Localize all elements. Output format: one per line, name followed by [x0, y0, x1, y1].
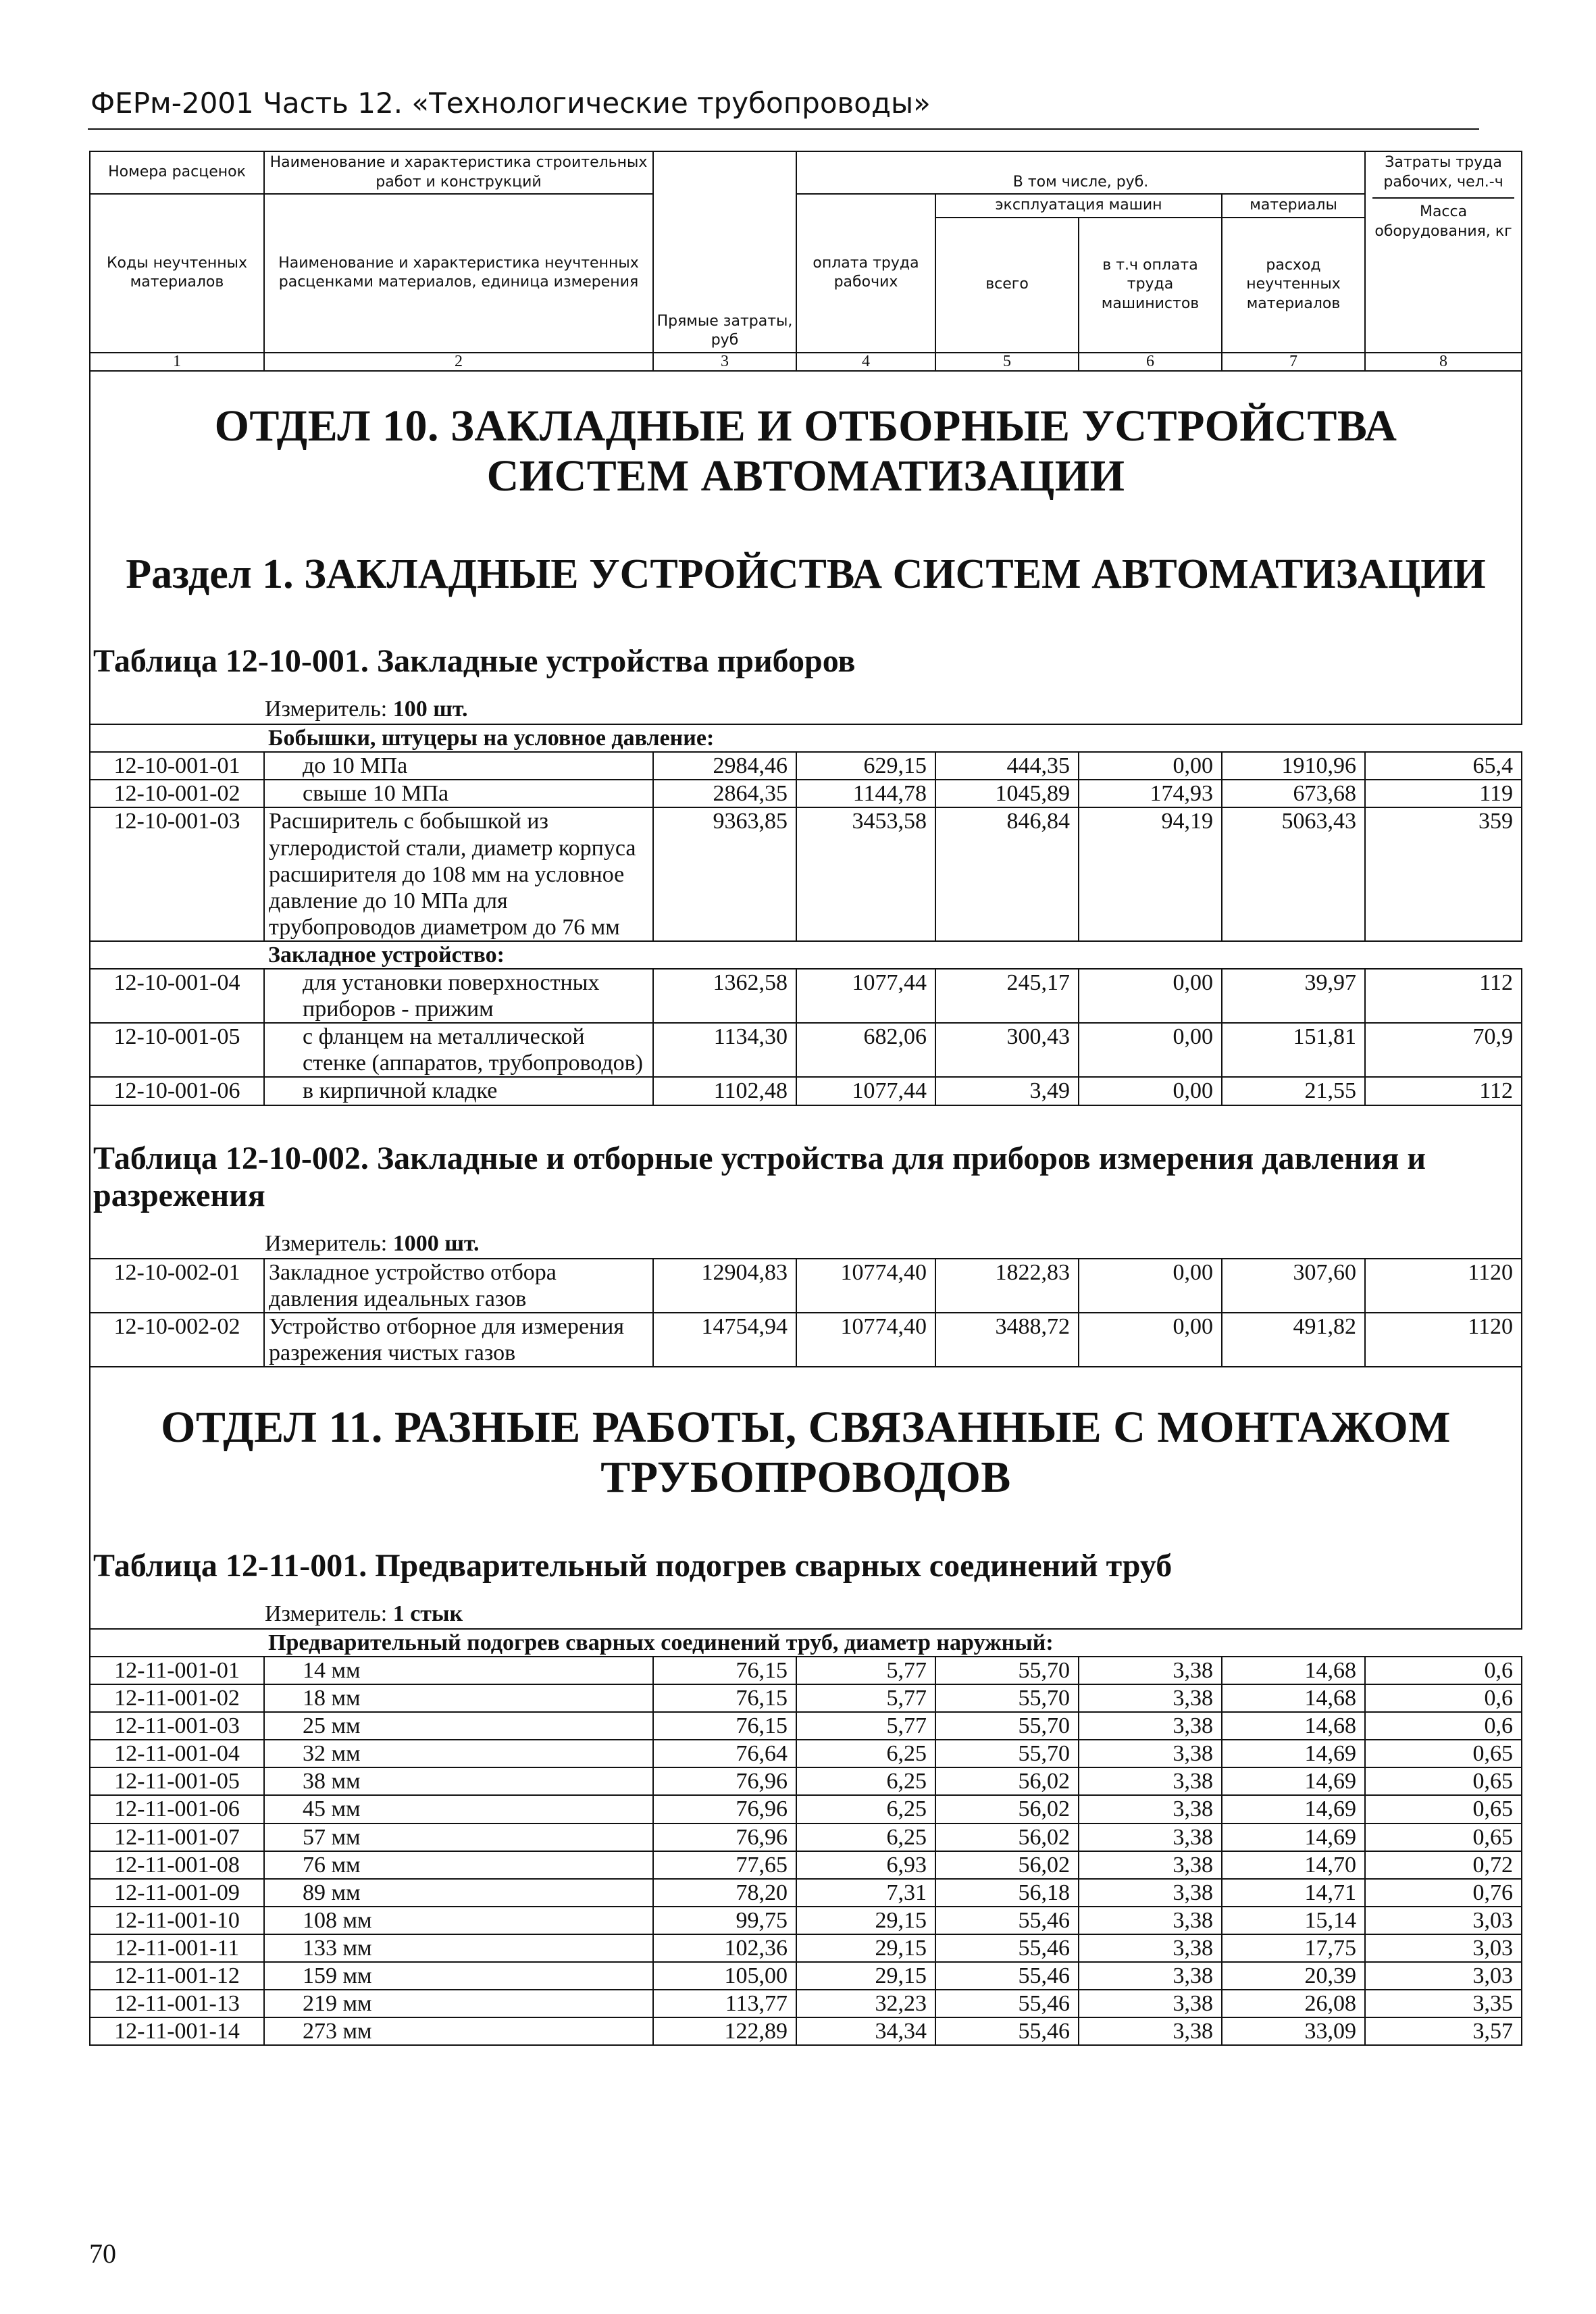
table-title: [90, 1517, 1522, 1592]
izmeritel-label: Измеритель:: [265, 1601, 388, 1627]
row-hours: 112: [1365, 1077, 1522, 1105]
header-zatraty-truda-text: Затраты труда рабочих, чел.-ч: [1372, 153, 1514, 199]
subhead: Бобышки, штуцеры на условное давление:: [264, 724, 1522, 752]
table-row: [90, 1934, 1522, 1962]
table-row: [90, 1077, 1522, 1105]
row-name: свыше 10 МПа: [264, 780, 653, 807]
row-labor: 6,25: [796, 1740, 935, 1767]
row-hours: 70,9: [1365, 1023, 1522, 1077]
row-hours: 119: [1365, 780, 1522, 807]
row-machines: 444,35: [935, 752, 1079, 780]
izmeritel: [90, 688, 1522, 724]
row-machinists: 3,38: [1079, 1767, 1222, 1795]
row-direct: 2984,46: [653, 752, 796, 780]
row-machinists: 0,00: [1079, 752, 1222, 780]
table-row: [90, 1023, 1522, 1077]
header-ekspluataciya-mashin: эксплуатация машин: [935, 194, 1222, 218]
row-hours: 0,65: [1365, 1823, 1522, 1851]
row-name: 32 мм: [264, 1740, 653, 1767]
col-number: 2: [264, 353, 653, 371]
table-row: [90, 1712, 1522, 1740]
header-oplata-truda-rabochih: оплата труда рабочих: [796, 194, 935, 353]
row-labor: 29,15: [796, 1934, 935, 1962]
row-machines: 55,46: [935, 2017, 1079, 2045]
row-name: 273 мм: [264, 2017, 653, 2045]
row-machines: 55,70: [935, 1740, 1079, 1767]
row-direct: 78,20: [653, 1879, 796, 1907]
page-header: ФЕРм-2001 Часть 12. «Технологические трубопроводы»: [91, 86, 931, 120]
table-row: [90, 752, 1522, 780]
row-code: 12-10-002-02: [90, 1313, 264, 1367]
row-code: 12-11-001-02: [90, 1684, 264, 1712]
table-row: [90, 969, 1522, 1023]
row-code: 12-11-001-04: [90, 1740, 264, 1767]
row-materials: 15,14: [1222, 1907, 1365, 1934]
section-otdel-11: ОТДЕЛ 11. РАЗНЫЕ РАБОТЫ, СВЯЗАННЫЕ С МОНТАЖОМ ТРУБОПРОВОДОВ: [90, 1367, 1522, 1517]
table-row: [90, 1823, 1522, 1851]
row-machines: 1822,83: [935, 1259, 1079, 1313]
row-direct: 9363,85: [653, 807, 796, 940]
row-name: 133 мм: [264, 1934, 653, 1962]
row-direct: 1134,30: [653, 1023, 796, 1077]
row-labor: 5,77: [796, 1684, 935, 1712]
row-machinists: 0,00: [1079, 1313, 1222, 1367]
header-pryamye-zatraty: Прямые затраты, руб: [653, 151, 796, 353]
row-labor: 682,06: [796, 1023, 935, 1077]
row-code: 12-10-001-02: [90, 780, 264, 807]
subhead: Закладное устройство:: [264, 941, 1522, 969]
row-name: 108 мм: [264, 1907, 653, 1934]
row-name: 219 мм: [264, 1990, 653, 2017]
row-name: 14 мм: [264, 1657, 653, 1684]
row-machinists: 174,93: [1079, 780, 1222, 807]
row-hours: 1120: [1365, 1313, 1522, 1367]
row-name: 18 мм: [264, 1684, 653, 1712]
row-machinists: 94,19: [1079, 807, 1222, 940]
row-materials: 20,39: [1222, 1962, 1365, 1990]
row-direct: 113,77: [653, 1990, 796, 2017]
row-machines: 55,70: [935, 1712, 1079, 1740]
row-name: для установки поверхностных приборов - прижим: [264, 969, 653, 1023]
row-name: Устройство отборное для измерения разрежения чистых газов: [264, 1313, 653, 1367]
row-code: 12-10-002-01: [90, 1259, 264, 1313]
row-direct: 102,36: [653, 1934, 796, 1962]
col-number: 5: [935, 353, 1079, 371]
row-hours: 359: [1365, 807, 1522, 940]
estimate-table: [89, 151, 1522, 2046]
row-code: 12-11-001-01: [90, 1657, 264, 1684]
header-kody-neuchtennyh: Коды неучтенных материалов: [90, 194, 264, 353]
izmeritel-value: 1 стык: [392, 1601, 463, 1627]
row-direct: 76,96: [653, 1823, 796, 1851]
subhead: Предварительный подогрев сварных соединений труб, диаметр наружный:: [264, 1629, 1522, 1657]
page-number: 70: [89, 2238, 116, 2269]
row-machines: 56,02: [935, 1795, 1079, 1823]
table-title: [90, 1105, 1522, 1222]
col-number: 1: [90, 353, 264, 371]
row-code: 12-10-001-03: [90, 807, 264, 940]
subhead-spacer: [90, 724, 264, 752]
row-direct: 122,89: [653, 2017, 796, 2045]
table-row: [90, 1990, 1522, 2017]
row-machines: 1045,89: [935, 780, 1079, 807]
row-hours: 0,65: [1365, 1767, 1522, 1795]
row-materials: 307,60: [1222, 1259, 1365, 1313]
header-massa-oborudovaniya: Масса оборудования, кг: [1374, 203, 1512, 240]
section-razdel-1: Раздел 1. ЗАКЛАДНЫЕ УСТРОЙСТВА СИСТЕМ АВТОМАТИЗАЦИИ: [90, 516, 1522, 617]
row-machinists: 3,38: [1079, 1795, 1222, 1823]
row-direct: 76,96: [653, 1767, 796, 1795]
izmeritel-value: 100 шт.: [392, 697, 468, 722]
row-materials: 17,75: [1222, 1934, 1365, 1962]
header-materialy: материалы: [1222, 194, 1365, 218]
table-title-lead: Таблица 12-11-001.: [93, 1547, 367, 1584]
row-machines: 55,70: [935, 1684, 1079, 1712]
row-name: 57 мм: [264, 1823, 653, 1851]
row-name: 89 мм: [264, 1879, 653, 1907]
row-labor: 34,34: [796, 2017, 935, 2045]
row-materials: 5063,43: [1222, 807, 1365, 940]
table-title-lead: Таблица 12-10-001.: [93, 643, 369, 680]
row-code: 12-11-001-14: [90, 2017, 264, 2045]
izmeritel: [90, 1222, 1522, 1259]
row-hours: 0,6: [1365, 1684, 1522, 1712]
row-materials: 491,82: [1222, 1313, 1365, 1367]
table-title-text: Закладные устройства приборов: [376, 643, 856, 680]
row-materials: 14,69: [1222, 1795, 1365, 1823]
row-direct: 105,00: [653, 1962, 796, 1990]
row-code: 12-11-001-09: [90, 1879, 264, 1907]
row-materials: 14,68: [1222, 1684, 1365, 1712]
row-machinists: 3,38: [1079, 1712, 1222, 1740]
row-name: Закладное устройство отбора давления идеальных газов: [264, 1259, 653, 1313]
row-materials: 26,08: [1222, 1990, 1365, 2017]
row-hours: 65,4: [1365, 752, 1522, 780]
table-row: [90, 1313, 1522, 1367]
row-machinists: 3,38: [1079, 1823, 1222, 1851]
row-machines: 55,46: [935, 1934, 1079, 1962]
row-labor: 10774,40: [796, 1313, 935, 1367]
row-direct: 76,15: [653, 1684, 796, 1712]
row-code: 12-10-001-05: [90, 1023, 264, 1077]
row-name: 159 мм: [264, 1962, 653, 1990]
col-number: 6: [1079, 353, 1222, 371]
table-title-text: Предварительный подогрев сварных соединений труб: [375, 1547, 1173, 1584]
row-hours: 0,76: [1365, 1879, 1522, 1907]
row-labor: 5,77: [796, 1657, 935, 1684]
table-title-lead: Таблица 12-10-002.: [93, 1140, 369, 1176]
row-code: 12-11-001-10: [90, 1907, 264, 1934]
row-machinists: 3,38: [1079, 1740, 1222, 1767]
row-name: 76 мм: [264, 1851, 653, 1879]
izmeritel-value: 1000 шт.: [392, 1230, 480, 1256]
row-machines: 55,46: [935, 1990, 1079, 2017]
row-machinists: 0,00: [1079, 969, 1222, 1023]
row-labor: 32,23: [796, 1990, 935, 2017]
row-direct: 77,65: [653, 1851, 796, 1879]
row-labor: 10774,40: [796, 1259, 935, 1313]
row-labor: 3453,58: [796, 807, 935, 940]
row-code: 12-10-001-01: [90, 752, 264, 780]
row-labor: 1077,44: [796, 969, 935, 1023]
row-machines: 55,46: [935, 1962, 1079, 1990]
row-materials: 14,69: [1222, 1767, 1365, 1795]
header-v-tom-chisle: В том числе, руб.: [796, 151, 1365, 194]
row-hours: 112: [1365, 969, 1522, 1023]
row-direct: 76,15: [653, 1712, 796, 1740]
table-row: [90, 1767, 1522, 1795]
table-row: [90, 780, 1522, 807]
row-code: 12-11-001-06: [90, 1795, 264, 1823]
row-materials: 14,69: [1222, 1823, 1365, 1851]
row-direct: 12904,83: [653, 1259, 796, 1313]
subhead-spacer: [90, 1629, 264, 1657]
izmeritel: [90, 1592, 1522, 1629]
row-hours: 0,65: [1365, 1795, 1522, 1823]
row-machines: 300,43: [935, 1023, 1079, 1077]
row-hours: 0,72: [1365, 1851, 1522, 1879]
row-hours: 0,6: [1365, 1712, 1522, 1740]
row-code: 12-11-001-07: [90, 1823, 264, 1851]
row-direct: 1362,58: [653, 969, 796, 1023]
table-row: [90, 1684, 1522, 1712]
row-name: с фланцем на металлической стенке (аппаратов, трубопроводов): [264, 1023, 653, 1077]
row-code: 12-11-001-03: [90, 1712, 264, 1740]
row-code: 12-10-001-06: [90, 1077, 264, 1105]
row-hours: 3,35: [1365, 1990, 1522, 2017]
table-row: [90, 1259, 1522, 1313]
row-labor: 29,15: [796, 1962, 935, 1990]
row-direct: 99,75: [653, 1907, 796, 1934]
row-name: 45 мм: [264, 1795, 653, 1823]
header-v-t-ch-oplata: в т.ч оплата труда машинистов: [1079, 218, 1222, 353]
row-machinists: 3,38: [1079, 1907, 1222, 1934]
row-materials: 14,68: [1222, 1657, 1365, 1684]
table-row: [90, 1795, 1522, 1823]
izmeritel-label: Измеритель:: [265, 1230, 388, 1256]
row-labor: 6,25: [796, 1767, 935, 1795]
row-labor: 5,77: [796, 1712, 935, 1740]
section-otdel-10: ОТДЕЛ 10. ЗАКЛАДНЫЕ И ОТБОРНЫЕ УСТРОЙСТВА СИСТЕМ АВТОМАТИЗАЦИИ: [90, 371, 1522, 516]
row-labor: 6,93: [796, 1851, 935, 1879]
row-machinists: 3,38: [1079, 1962, 1222, 1990]
row-code: 12-11-001-05: [90, 1767, 264, 1795]
row-labor: 6,25: [796, 1795, 935, 1823]
table-row: [90, 1907, 1522, 1934]
row-materials: 14,69: [1222, 1740, 1365, 1767]
row-machinists: 3,38: [1079, 1851, 1222, 1879]
table-row: [90, 1657, 1522, 1684]
row-machinists: 3,38: [1079, 1657, 1222, 1684]
header-naimenovanie-materialov: Наименование и характеристика неучтенных расценками материалов, единица измерения: [264, 194, 653, 353]
row-hours: 3,03: [1365, 1907, 1522, 1934]
row-machines: 245,17: [935, 969, 1079, 1023]
row-materials: 1910,96: [1222, 752, 1365, 780]
header-rashod-neuchtennyh: расход неучтенных материалов: [1222, 218, 1365, 353]
row-code: 12-11-001-08: [90, 1851, 264, 1879]
row-machines: 55,46: [935, 1907, 1079, 1934]
header-rule: [88, 128, 1479, 130]
row-machines: 56,02: [935, 1851, 1079, 1879]
row-machines: 56,02: [935, 1767, 1079, 1795]
row-machinists: 3,38: [1079, 1879, 1222, 1907]
row-machines: 56,02: [935, 1823, 1079, 1851]
header-zatraty-truda: [1365, 151, 1522, 353]
row-direct: 1102,48: [653, 1077, 796, 1105]
table-row: [90, 1962, 1522, 1990]
col-number: 3: [653, 353, 796, 371]
row-name: до 10 МПа: [264, 752, 653, 780]
row-code: 12-10-001-04: [90, 969, 264, 1023]
header-vsego: всего: [935, 218, 1079, 353]
row-machinists: 0,00: [1079, 1259, 1222, 1313]
row-code: 12-11-001-12: [90, 1962, 264, 1990]
row-labor: 6,25: [796, 1823, 935, 1851]
row-hours: 3,57: [1365, 2017, 1522, 2045]
row-materials: 39,97: [1222, 969, 1365, 1023]
row-machinists: 3,38: [1079, 2017, 1222, 2045]
col-number: 7: [1222, 353, 1365, 371]
row-materials: 33,09: [1222, 2017, 1365, 2045]
row-materials: 21,55: [1222, 1077, 1365, 1105]
row-machinists: 3,38: [1079, 1934, 1222, 1962]
col-number: 8: [1365, 353, 1522, 371]
row-name: 38 мм: [264, 1767, 653, 1795]
row-materials: 14,68: [1222, 1712, 1365, 1740]
row-hours: 1120: [1365, 1259, 1522, 1313]
row-materials: 673,68: [1222, 780, 1365, 807]
row-labor: 1144,78: [796, 780, 935, 807]
col-number: 4: [796, 353, 935, 371]
row-machinists: 0,00: [1079, 1023, 1222, 1077]
row-machines: 56,18: [935, 1879, 1079, 1907]
row-direct: 14754,94: [653, 1313, 796, 1367]
row-machinists: 3,38: [1079, 1684, 1222, 1712]
row-direct: 76,15: [653, 1657, 796, 1684]
row-machinists: 3,38: [1079, 1990, 1222, 2017]
row-labor: 7,31: [796, 1879, 935, 1907]
row-machines: 846,84: [935, 807, 1079, 940]
row-code: 12-11-001-13: [90, 1990, 264, 2017]
row-direct: 76,96: [653, 1795, 796, 1823]
row-machines: 3,49: [935, 1077, 1079, 1105]
table-row: [90, 1851, 1522, 1879]
table-title-text: Закладные и отборные устройства для приборов измерения давления и разрежения: [93, 1140, 1426, 1213]
row-name: 25 мм: [264, 1712, 653, 1740]
row-materials: 14,70: [1222, 1851, 1365, 1879]
header-naimenovanie-rabot: Наименование и характеристика строительных работ и конструкций: [264, 151, 653, 194]
row-hours: 0,6: [1365, 1657, 1522, 1684]
subhead-spacer: [90, 941, 264, 969]
row-hours: 3,03: [1365, 1934, 1522, 1962]
table-row: [90, 2017, 1522, 2045]
table-row: [90, 1740, 1522, 1767]
row-machinists: 0,00: [1079, 1077, 1222, 1105]
izmeritel-label: Измеритель:: [265, 697, 388, 722]
row-labor: 629,15: [796, 752, 935, 780]
row-labor: 29,15: [796, 1907, 935, 1934]
table-row: [90, 807, 1522, 940]
row-direct: 2864,35: [653, 780, 796, 807]
row-machines: 3488,72: [935, 1313, 1079, 1367]
row-materials: 151,81: [1222, 1023, 1365, 1077]
table-title: [90, 617, 1522, 688]
header-nomera-rascenok: Номера расценок: [90, 151, 264, 194]
row-direct: 76,64: [653, 1740, 796, 1767]
row-labor: 1077,44: [796, 1077, 935, 1105]
row-hours: 3,03: [1365, 1962, 1522, 1990]
row-code: 12-11-001-11: [90, 1934, 264, 1962]
row-machines: 55,70: [935, 1657, 1079, 1684]
table-row: [90, 1879, 1522, 1907]
row-name: в кирпичной кладке: [264, 1077, 653, 1105]
row-name: Расширитель с бобышкой из углеродистой стали, диаметр корпуса расширителя до 108 мм на условное давление до 10 МПа для трубопроводов диаметром до 76 мм: [264, 807, 653, 940]
row-hours: 0,65: [1365, 1740, 1522, 1767]
row-materials: 14,71: [1222, 1879, 1365, 1907]
